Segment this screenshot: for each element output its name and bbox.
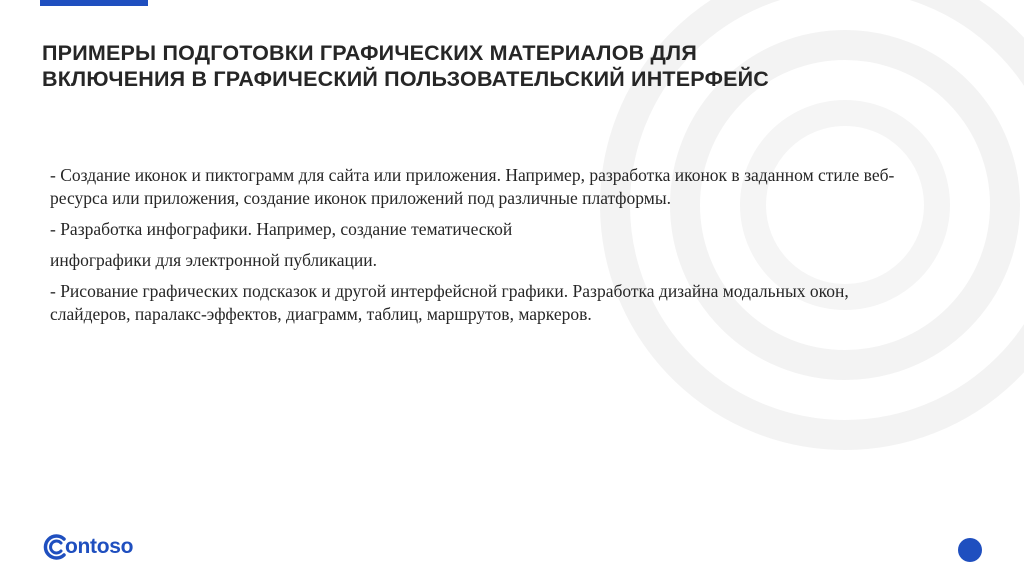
corner-dot-decoration bbox=[958, 538, 982, 562]
paragraph-infographics: - Разработка инфографики. Например, создание тематической bbox=[50, 219, 513, 239]
paragraph-interface-graphics: - Рисование графических подсказок и другой интерфейсной графики. Разработка дизайна модальных окон, слайдеров, паралакс-эффектов, диаграмм, таблиц, маршрутов, маркеров. bbox=[50, 281, 849, 324]
contoso-logo bbox=[40, 527, 133, 567]
paragraph-icons: - Создание иконок и пиктограмм для сайта или приложения. Например, разработка иконок в заданном стиле веб-ресурса или приложения, создание иконок приложений под различные платформы. bbox=[50, 165, 895, 208]
logo-text: ontoso bbox=[65, 535, 134, 558]
top-accent-bar bbox=[40, 0, 148, 6]
paragraph-infographics-cont: инфографики для электронной публикации. bbox=[50, 250, 377, 270]
slide-title-line-2: ВКЛЮЧЕНИЯ В ГРАФИЧЕСКИЙ ПОЛЬЗОВАТЕЛЬСКИЙ ИНТЕРФЕЙС bbox=[42, 67, 770, 91]
slide-body bbox=[50, 164, 930, 334]
slide-title-line-1: ПРИМЕРЫ ПОДГОТОВКИ ГРАФИЧЕСКИХ МАТЕРИАЛОВ ДЛЯ bbox=[42, 41, 697, 65]
slide-title bbox=[42, 40, 942, 92]
